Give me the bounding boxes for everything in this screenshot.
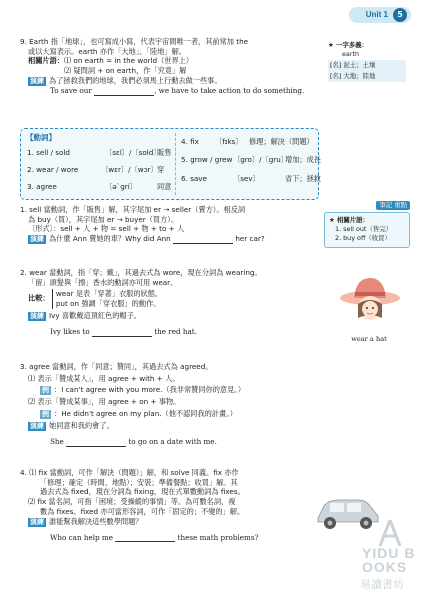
practice-tag: 演練 bbox=[30, 422, 44, 431]
item-3-agree bbox=[20, 362, 312, 447]
unit-page-tab bbox=[349, 7, 411, 23]
hat-caption: wear a hat bbox=[351, 334, 387, 343]
page-header bbox=[0, 0, 421, 26]
compare-1: wear 是表「穿著」衣服的狀態。 bbox=[55, 289, 163, 299]
item-4-line4: ⑵ fix 當名詞，可指「困境；受操縱的事情」等。為可數名詞，複 bbox=[28, 497, 236, 507]
vocab-divider bbox=[175, 133, 176, 195]
example-1: ：I can't agree with you more.（我非常贊同你的意見。） bbox=[54, 385, 246, 395]
side-title: ★ 相關片語： bbox=[329, 215, 369, 224]
item-3-line1: 3. agree 當動詞，作「同意；贊同」，其過去式為 agreed。 bbox=[20, 362, 213, 371]
answer-blank[interactable] bbox=[173, 236, 233, 244]
item-4-fix bbox=[20, 468, 312, 542]
practice-en-b: , we have to take action to do something. bbox=[154, 85, 305, 95]
practice-a: 為什麼 Ann 賣她的車？Why did Ann bbox=[49, 234, 171, 244]
item-4-line1: 4. ⑴ fix 當動詞，可作「解決（問題）」解，和 solve 同義。fix 亦作 bbox=[20, 468, 239, 477]
item-2-line1: 2. wear 當動詞，指「穿；戴」，其過去式為 wore，現在分詞為 wearing。 bbox=[20, 268, 262, 277]
vocab-heading: 【動詞】 bbox=[26, 133, 56, 142]
item-2-wear bbox=[20, 268, 312, 337]
practice-tag: 演練 bbox=[30, 235, 44, 244]
practice-zh: 為了拯救我們的地球，我們必須馬上行動去做一些事。 bbox=[49, 75, 222, 85]
item-1-line2: 為 buy（買），其字尾加 er → buyer（買方）。 bbox=[28, 214, 179, 224]
yidu-books-logo bbox=[360, 518, 420, 600]
hat-illustration bbox=[330, 268, 408, 344]
side-note-earth bbox=[324, 38, 410, 85]
phrase-1: ⑴ on earth = in the world（世界上） bbox=[63, 56, 194, 66]
item-4-line5: 數為 fixes。fixed 亦可當形容詞，可作「固定的；不變的」解。 bbox=[40, 506, 245, 516]
practice-en-b: to go on a date with me. bbox=[128, 437, 217, 447]
side-phrase-1: 1. sell out（售完） bbox=[335, 225, 393, 233]
practice-en-a: She bbox=[50, 437, 64, 447]
example-2: ：He didn't agree on my plan.（他不認同我的計畫。） bbox=[54, 409, 237, 419]
logo-figure-icon bbox=[370, 518, 410, 548]
item-2-line2: 「留」頭髮與「擦」香水的動詞亦可用 wear。 bbox=[28, 277, 178, 287]
example-tag: 例 bbox=[42, 410, 49, 419]
logo-latin: YIDU BOOKS bbox=[362, 545, 416, 575]
answer-blank[interactable] bbox=[66, 439, 126, 447]
practice-en-a: To save our bbox=[50, 85, 92, 95]
side-title: ★ 一字多義： bbox=[328, 41, 368, 49]
item-4-line3: 過去式為 fixed，現在分詞為 fixing，現在式單數動詞為 fixes。 bbox=[40, 487, 245, 497]
side-word: earth bbox=[342, 50, 360, 59]
answer-blank[interactable] bbox=[94, 88, 154, 96]
practice-en-b: these math problems? bbox=[177, 532, 259, 542]
practice-en-a: Ivy likes to bbox=[50, 326, 90, 336]
item-1-formula: 〔形式〕：sell + 人 + 物 = sell + 物 + to + 人 bbox=[28, 224, 185, 234]
practice-tag: 演練 bbox=[30, 311, 44, 320]
side-sense-2: [名] 大地；陸地 bbox=[328, 71, 406, 82]
logo-zh: 易讀書坊 bbox=[360, 578, 404, 591]
item-3-sub2: ⑵ 表示「贊成某事」，用 agree + on + 事物。 bbox=[28, 397, 181, 407]
page-number: 5 bbox=[393, 8, 407, 22]
compare-label: 比較： bbox=[28, 294, 50, 304]
item-1-line1: 1. sell 當動詞，作「販售」解，其字尾加 er → seller（賣方）。相反詞 bbox=[20, 205, 246, 214]
item-9-earth bbox=[20, 37, 312, 96]
item-4-line2: 「修理；確定（時間、地點）；安裝；準備餐點；收買」解。其 bbox=[40, 477, 238, 487]
practice-zh: 誰能幫我解決這些數學問題？ bbox=[49, 516, 143, 526]
practice-en-a: Who can help me bbox=[50, 532, 113, 542]
practice-en-b: the red hat. bbox=[154, 326, 197, 336]
item-9-line2: 或以大寫表示。earth 亦作「大地」、「陸地」解。 bbox=[28, 46, 186, 56]
compare-bracket bbox=[52, 289, 162, 308]
item-1-sell bbox=[20, 205, 312, 244]
side-note-sell bbox=[324, 200, 410, 248]
side-phrase-2: 2. buy off（收買） bbox=[335, 234, 391, 243]
item-9-line1: 9. Earth 指「地球」，也可寫成小寫，代表宇宙間唯一者，其前常加 the bbox=[20, 37, 249, 46]
practice-zh: 她同意和我約會了。 bbox=[49, 421, 114, 431]
answer-blank[interactable] bbox=[92, 329, 152, 337]
example-tag: 例 bbox=[42, 386, 49, 395]
phrase-2: ⑵ 疑問詞 + on earth，作「究竟」解 bbox=[64, 66, 187, 76]
vocab-box: 【動詞】 1. sell / sold 〔sɛl〕/〔sold〕 販售 2. wear / wore 〔wɛr〕/〔wɔr〕 穿 3. agree 〔əˋgri〕 同意 4. fix 〔fɪks〕 修理；解決（問題） 5. grow / grew 〔gro〕/〔gru〕 增加；成長 6. save 〔sev〕 省下；拯救 bbox=[20, 128, 319, 200]
practice-tag: 演練 bbox=[30, 76, 44, 85]
note-badge: 筆記 重點 bbox=[376, 201, 410, 210]
compare-2: put on 強調「穿衣服」的動作。 bbox=[55, 299, 161, 309]
answer-blank[interactable] bbox=[115, 534, 175, 542]
practice-b: her car? bbox=[235, 234, 265, 244]
practice-tag: 演練 bbox=[30, 517, 44, 526]
side-sense-1: [名] 泥土；土壤 bbox=[328, 60, 406, 71]
phrase-label: 相關片語： bbox=[28, 56, 64, 66]
unit-label: Unit 1 bbox=[365, 9, 388, 19]
practice-zh: Ivy 喜歡戴這頂紅色的帽子。 bbox=[49, 310, 141, 320]
item-3-sub1: ⑴ 表示「贊成某人」，用 agree + with + 人。 bbox=[28, 373, 180, 383]
girl-wearing-hat-icon bbox=[330, 268, 408, 332]
